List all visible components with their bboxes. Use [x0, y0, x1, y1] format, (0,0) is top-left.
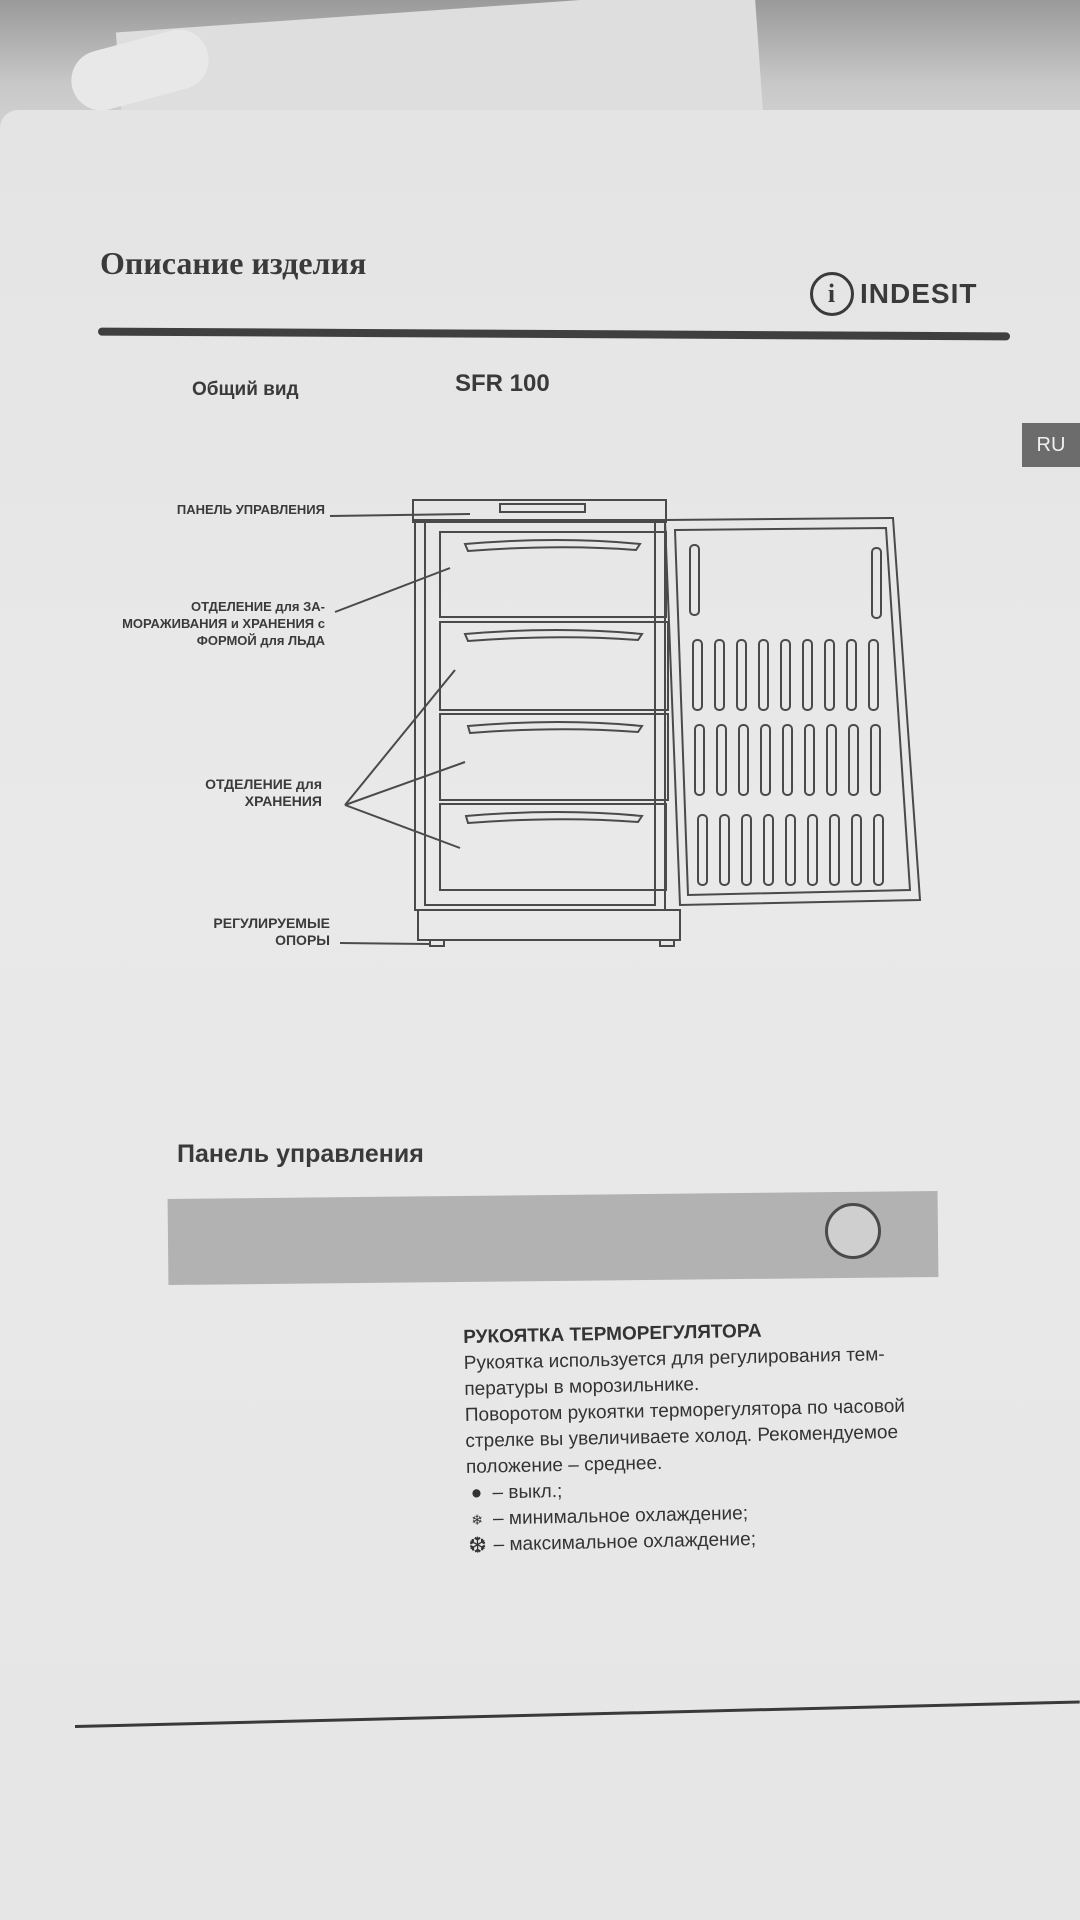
legend-min-text: – минимальное охлаждение;: [492, 1503, 749, 1530]
label-freeze-line3: ФОРМОЙ для ЛЬДА: [196, 633, 325, 648]
drawer-4: [440, 804, 666, 890]
leader-control-panel: [330, 514, 470, 516]
thermostat-text-1: Рукоятка используется для регулирования тем-: [463, 1344, 885, 1374]
thermostat-description: [463, 1314, 988, 1559]
leader-freeze: [335, 568, 450, 612]
door-vents: [690, 545, 883, 885]
legend-max-text: – максимальное охлаждение;: [493, 1528, 757, 1556]
label-freeze-line2: МОРАЖИВАНИЯ и ХРАНЕНИЯ с: [122, 616, 325, 631]
thermostat-text-4: стрелке вы увеличиваете холод. Рекомендуемое: [465, 1421, 899, 1452]
leader-storage-3: [345, 805, 460, 848]
drawer-1-handle: [465, 540, 640, 551]
thermostat-heading: РУКОЯТКА ТЕРМОРЕГУЛЯТОРА: [463, 1320, 762, 1348]
thermostat-text-3: Поворотом рукоятки терморегулятора по часовой: [464, 1395, 906, 1426]
drawer-2-handle: [465, 630, 642, 641]
foot-left: [430, 940, 444, 946]
leader-feet: [340, 943, 430, 944]
brand-name: INDESIT: [860, 278, 978, 309]
label-freeze-line1: ОТДЕЛЕНИЕ для ЗА-: [190, 599, 325, 614]
foot-right: [660, 940, 674, 946]
control-panel-heading: Панель управления: [177, 1140, 424, 1168]
cabinet-base: [418, 910, 680, 940]
drawer-3-handle: [468, 722, 642, 733]
thermostat-text-5: положение – среднее.: [465, 1452, 663, 1478]
brand-logo-icon: i: [810, 272, 854, 316]
label-feet-line1: РЕГУЛИРУЕМЫЕ: [213, 915, 330, 931]
legend-off-text: – выкл.;: [492, 1480, 563, 1504]
drawer-2: [440, 622, 668, 710]
control-panel-slot: [500, 504, 585, 512]
drawer-3: [440, 714, 668, 800]
drawer-4-handle: [466, 812, 642, 823]
label-control-panel: ПАНЕЛЬ УПРАВЛЕНИЯ: [176, 502, 325, 517]
control-panel-illustration: [168, 1191, 939, 1285]
thermostat-dial-icon: [825, 1203, 881, 1259]
filled-circle-icon: ●: [470, 1482, 483, 1504]
thermostat-text-2: пературы в морозильнике.: [464, 1374, 700, 1400]
drawer-1: [440, 532, 666, 617]
page-title: Описание изделия: [100, 245, 367, 281]
label-feet-line2: ОПОРЫ: [275, 932, 330, 948]
label-storage-line2: ХРАНЕНИЯ: [244, 793, 322, 809]
language-tab: RU: [1022, 423, 1080, 467]
small-snowflake-icon: ❄: [471, 1511, 484, 1528]
overview-label: Общий вид: [192, 379, 299, 400]
label-storage-line1: ОТДЕЛЕНИЕ для: [205, 776, 322, 792]
model-name: SFR 100: [455, 370, 550, 397]
large-snowflake-icon: ❆: [468, 1532, 488, 1558]
